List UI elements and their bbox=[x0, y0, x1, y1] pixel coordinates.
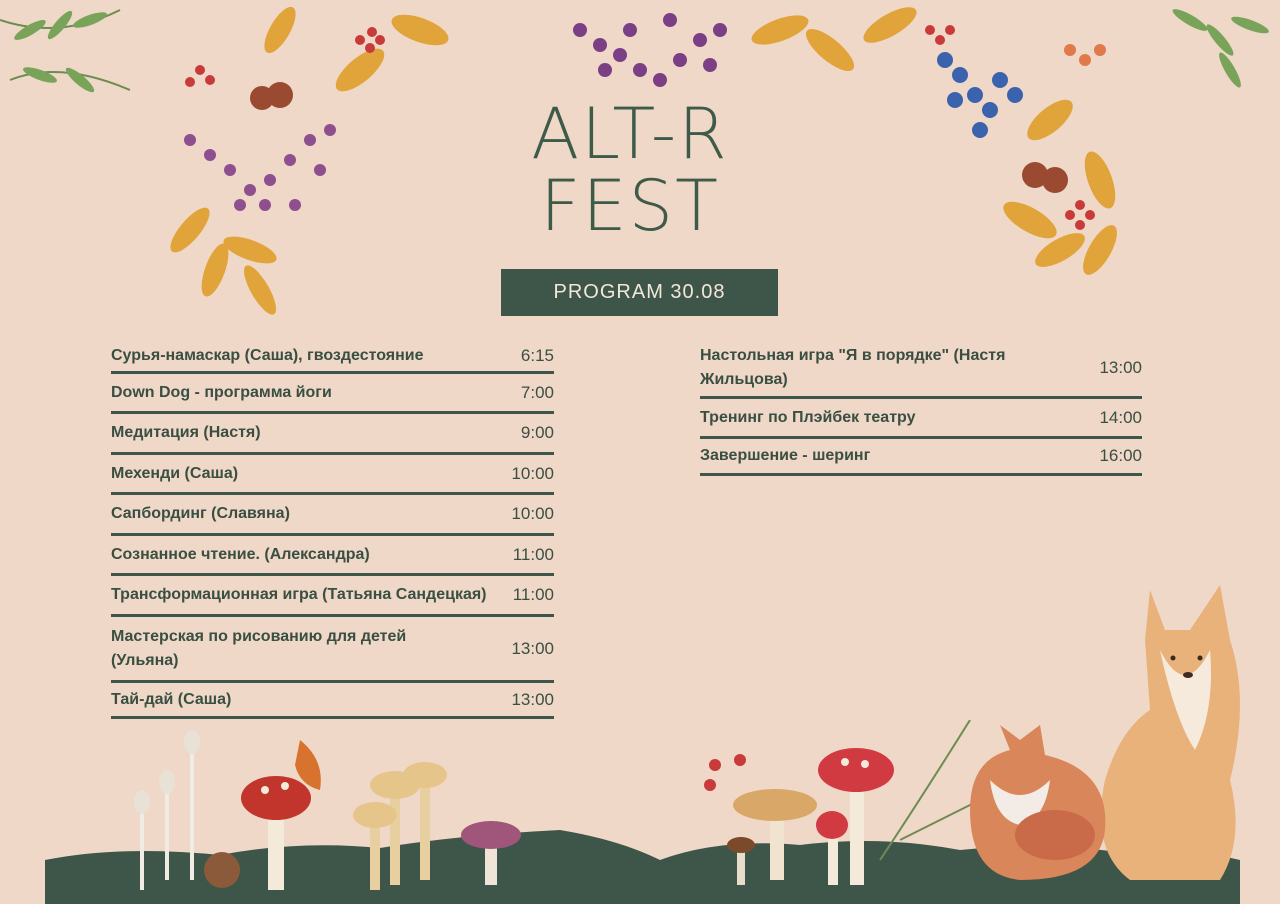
schedule-left-column bbox=[111, 340, 554, 719]
activity-time: 13:00 bbox=[511, 638, 554, 658]
schedule-row bbox=[111, 536, 554, 576]
schedule-right-column bbox=[700, 340, 1142, 476]
activity-time: 9:00 bbox=[520, 423, 554, 442]
activity-time: 10:00 bbox=[511, 463, 554, 483]
activity-time: 6:15 bbox=[520, 345, 554, 365]
activity-name: Down Dog - программа йоги bbox=[111, 383, 332, 401]
activity-time: 13:00 bbox=[1099, 358, 1142, 377]
activity-name: Сапбординг (Славяна) bbox=[111, 505, 290, 522]
activity-time: 11:00 bbox=[512, 544, 554, 564]
title-line-1: ALT-R bbox=[531, 93, 729, 175]
autumn-leaves-decoration-top-left bbox=[0, 0, 460, 320]
schedule-row bbox=[700, 340, 1142, 399]
activity-time: 7:00 bbox=[520, 382, 554, 402]
schedule-row bbox=[111, 374, 554, 414]
schedule-row bbox=[700, 399, 1142, 439]
schedule-row bbox=[111, 576, 554, 617]
fox-illustration bbox=[960, 580, 1250, 890]
activity-name: Тай-дай (Саша) bbox=[111, 690, 232, 708]
activity-name: Мехенди (Саша) bbox=[111, 464, 239, 482]
schedule-row bbox=[111, 617, 554, 683]
schedule-row bbox=[111, 495, 554, 536]
activity-time: 10:00 bbox=[511, 504, 554, 523]
program-date-badge: PROGRAM 30.08 bbox=[501, 269, 778, 316]
schedule-row bbox=[111, 683, 554, 719]
schedule-row bbox=[111, 414, 554, 455]
activity-name: Завершение - шеринг bbox=[700, 447, 871, 464]
activity-name: Тренинг по Плэйбек театру bbox=[700, 408, 916, 426]
activity-name: Медитация (Настя) bbox=[111, 424, 261, 441]
activity-time: 16:00 bbox=[1099, 446, 1142, 465]
activity-name: Трансформационная игра (Татьяна Сандецкая) bbox=[111, 586, 487, 603]
activity-time: 13:00 bbox=[511, 689, 554, 709]
title-line-2: FEST bbox=[540, 165, 720, 247]
activity-name: Мастерская по рисованию для детей (Ульяна) bbox=[111, 627, 407, 669]
activity-time: 14:00 bbox=[1099, 407, 1142, 427]
schedule-row bbox=[111, 455, 554, 495]
activity-name: Сознанное чтение. (Александра) bbox=[111, 545, 370, 563]
schedule-row bbox=[111, 340, 554, 374]
activity-name: Сурья-намаскар (Саша), гвоздестояние bbox=[111, 346, 424, 364]
activity-time: 11:00 bbox=[512, 585, 554, 604]
schedule-row bbox=[700, 439, 1142, 476]
activity-name: Настольная игра "Я в порядке" (Настя Жильцова) bbox=[700, 347, 1006, 388]
berries-decoration-top-center bbox=[560, 0, 740, 100]
festival-title bbox=[440, 93, 820, 247]
